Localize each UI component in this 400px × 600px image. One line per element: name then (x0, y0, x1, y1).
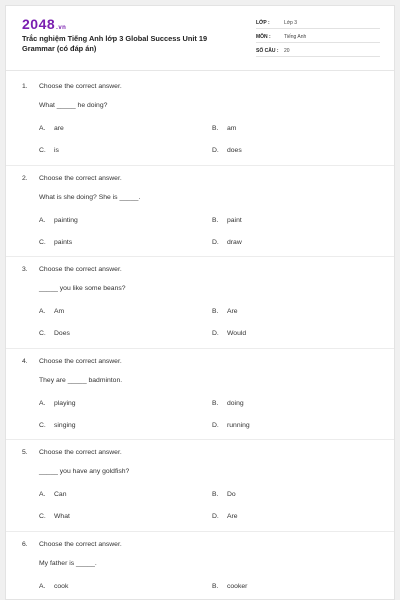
question-item (6, 449, 394, 539)
answer-option-c[interactable] (39, 330, 189, 340)
meta-grade-value: Lớp 3 (284, 20, 298, 26)
question-sentence: _____ you have any goldfish? (39, 468, 130, 475)
answer-option-text: paint (227, 216, 242, 224)
answer-option-letter: A. (39, 399, 46, 407)
logo-tld: .vn (56, 25, 67, 31)
answer-option-c[interactable] (39, 422, 189, 432)
answer-option-text: draw (227, 238, 242, 246)
answer-option-c[interactable] (39, 147, 189, 157)
question-separator (6, 439, 394, 440)
answer-option-b[interactable] (212, 217, 362, 227)
answer-option-text: cooker (227, 582, 248, 590)
answer-option-b[interactable] (212, 583, 362, 593)
question-separator (6, 348, 394, 349)
answer-option-a[interactable] (39, 217, 189, 227)
answer-option-letter: B. (212, 216, 219, 224)
answer-option-text: Am (54, 308, 65, 315)
question-sentence: What _____ he doing? (39, 102, 108, 109)
answer-option-d[interactable] (212, 422, 362, 432)
question-separator (6, 165, 394, 166)
question-sentence: What is she doing? She is _____. (39, 193, 141, 201)
answer-option-text: What (54, 513, 70, 520)
question-number: 2. (22, 174, 28, 182)
answer-option-letter: C. (39, 421, 46, 429)
question-sentence: They are _____ badminton. (39, 376, 123, 384)
question-prompt: Choose the correct answer. (39, 266, 122, 273)
meta-count (256, 44, 380, 57)
answer-option-letter: B. (212, 399, 219, 407)
answer-option-a[interactable] (39, 491, 189, 501)
answer-option-text: playing (54, 399, 76, 407)
answer-option-text: running (227, 421, 250, 429)
meta-grade (256, 16, 380, 29)
answer-option-letter: D. (212, 238, 219, 246)
answer-option-b[interactable] (212, 308, 362, 318)
answer-option-letter: A. (39, 308, 46, 315)
answer-option-text: cook (54, 582, 69, 590)
answer-option-b[interactable] (212, 400, 362, 410)
question-item (6, 83, 394, 173)
question-separator (6, 256, 394, 257)
answer-option-a[interactable] (39, 583, 189, 593)
worksheet-page (5, 5, 395, 600)
meta-subject-value: Tiếng Anh (284, 34, 307, 40)
answer-option-a[interactable] (39, 308, 189, 318)
question-prompt: Choose the correct answer. (39, 540, 122, 548)
answer-option-letter: A. (39, 582, 46, 590)
question-separator (6, 531, 394, 532)
meta-subject (256, 30, 380, 43)
meta-grade-key: LỚP : (256, 20, 270, 26)
answer-option-a[interactable] (39, 125, 189, 135)
answer-option-letter: D. (212, 330, 219, 337)
answer-option-letter: C. (39, 330, 46, 337)
question-number: 5. (22, 449, 28, 456)
worksheet-header (6, 6, 394, 71)
answer-option-letter: B. (212, 308, 219, 315)
question-prompt: Choose the correct answer. (39, 174, 122, 182)
answer-option-text: Are (227, 308, 238, 315)
question-number: 3. (22, 266, 28, 273)
answer-option-a[interactable] (39, 400, 189, 410)
question-item (6, 358, 394, 448)
answer-option-letter: B. (212, 491, 219, 498)
question-number: 4. (22, 357, 28, 365)
answer-option-text: doing (227, 399, 244, 407)
answer-option-text: is (54, 147, 59, 154)
question-prompt: Choose the correct answer. (39, 357, 122, 365)
answer-option-text: painting (54, 216, 78, 224)
question-item (6, 175, 394, 265)
answer-option-text: paints (54, 238, 73, 246)
answer-option-text: singing (54, 421, 76, 429)
question-sentence: _____ you like some beans? (39, 285, 126, 292)
answer-option-letter: D. (212, 421, 219, 429)
answer-option-d[interactable] (212, 239, 362, 249)
question-sentence: My father is _____. (39, 559, 97, 567)
question-item (6, 266, 394, 356)
answer-option-text: are (54, 125, 64, 132)
question-number: 1. (22, 83, 28, 90)
question-prompt: Choose the correct answer. (39, 449, 122, 456)
answer-option-b[interactable] (212, 491, 362, 501)
answer-option-letter: A. (39, 125, 46, 132)
answer-option-d[interactable] (212, 330, 362, 340)
answer-option-letter: A. (39, 491, 46, 498)
answer-option-letter: B. (212, 582, 219, 590)
answer-option-d[interactable] (212, 147, 362, 157)
meta-count-value: 20 (284, 48, 290, 54)
answer-option-letter: B. (212, 125, 219, 132)
question-prompt: Choose the correct answer. (39, 83, 122, 90)
quiz-title: Trắc nghiệm Tiếng Anh lớp 3 Global Success Unit 19 Grammar (có đáp án) (22, 34, 208, 53)
answer-option-letter: D. (212, 513, 219, 520)
answer-option-text: Does (54, 330, 70, 337)
meta-subject-key: MÔN : (256, 34, 271, 40)
answer-option-letter: C. (39, 147, 46, 154)
meta-count-key: SỐ CÂU : (256, 48, 279, 54)
site-logo[interactable] (22, 16, 66, 32)
question-number: 6. (22, 540, 28, 548)
answer-option-c[interactable] (39, 239, 189, 249)
answer-option-text: Can (54, 491, 67, 498)
answer-option-c[interactable] (39, 513, 189, 523)
answer-option-text: Do (227, 491, 236, 498)
answer-option-letter: C. (39, 513, 46, 520)
answer-option-text: am (227, 125, 237, 132)
answer-option-d[interactable] (212, 513, 362, 523)
answer-option-letter: C. (39, 238, 46, 246)
answer-option-text: Are (227, 513, 238, 520)
answer-option-text: Would (227, 330, 247, 337)
answer-option-letter: D. (212, 147, 219, 154)
logo-text: 2048 (22, 16, 56, 32)
question-item (6, 541, 394, 600)
answer-option-b[interactable] (212, 125, 362, 135)
answer-option-text: does (227, 147, 242, 154)
answer-option-letter: A. (39, 216, 46, 224)
